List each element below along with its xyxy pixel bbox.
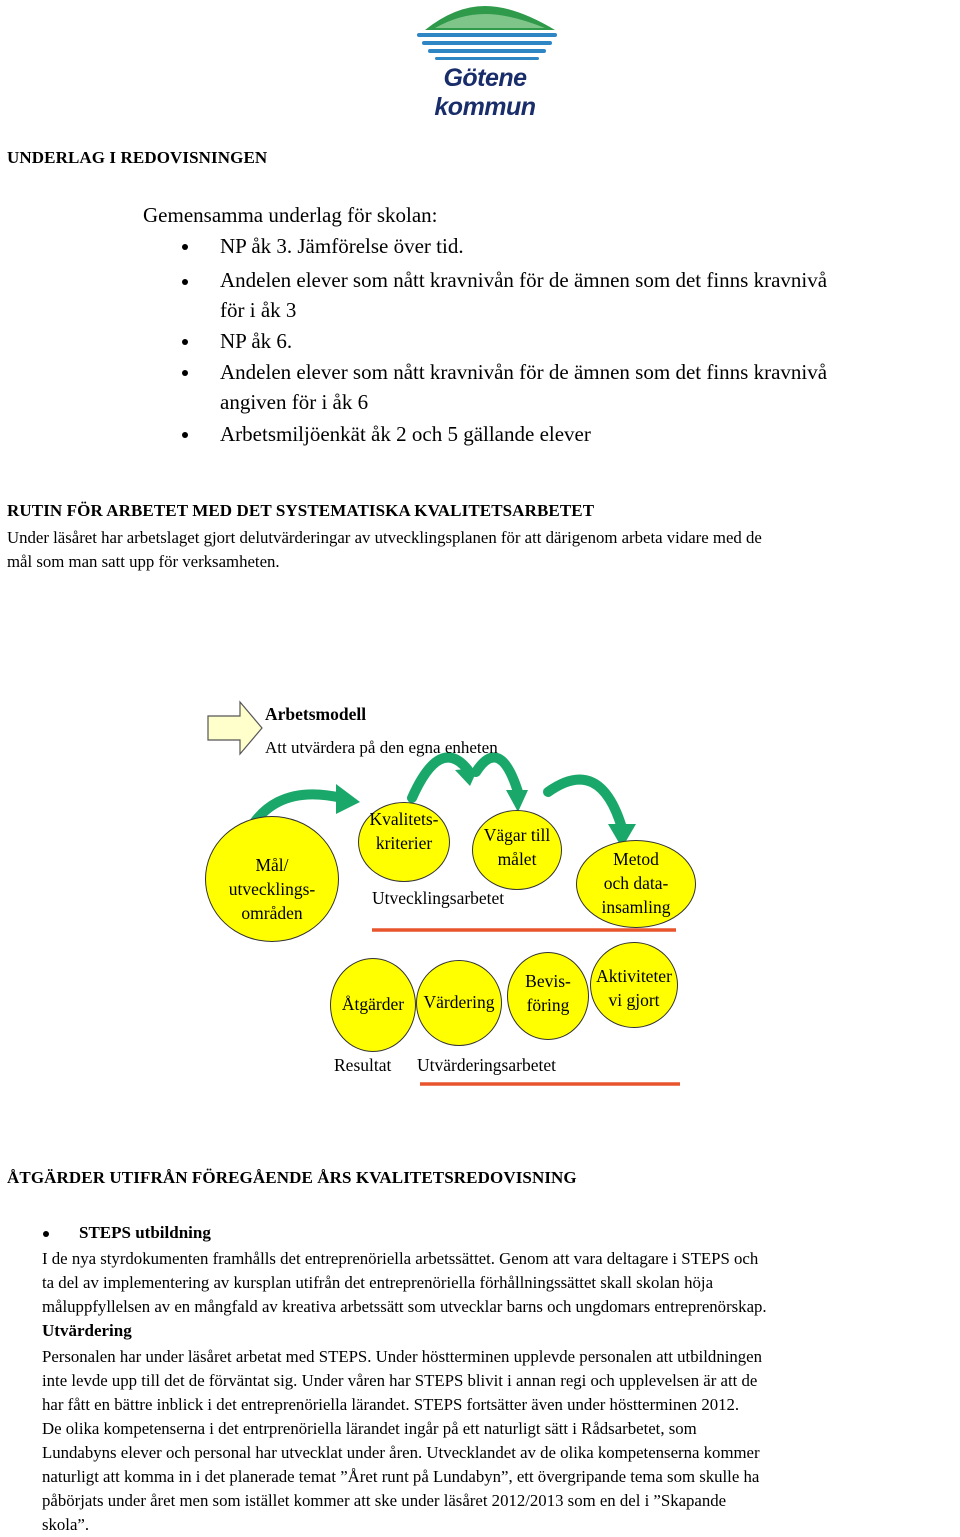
section-heading-underlag: UNDERLAG I REDOVISNINGEN (7, 148, 268, 167)
logo-text: Götene kommun (434, 64, 536, 121)
intro-text: Gemensamma underlag för skolan: (143, 203, 438, 227)
circle-label (473, 823, 561, 871)
label-resultat: Resultat (334, 1055, 392, 1075)
circle-label: Åtgärder (341, 994, 405, 1014)
circle-kvalitetskriterier (358, 802, 450, 882)
section-heading-rutin: RUTIN FÖR ARBETET MED DET SYSTEMATISKA KVALITETSARBETET (7, 501, 595, 520)
circle-aktiviteter (590, 942, 678, 1028)
circle-vardering (416, 960, 502, 1046)
circle-mal-line: Mål/ (255, 855, 289, 875)
utvardering-heading: Utvärdering (42, 1321, 132, 1340)
circle-label (577, 847, 695, 919)
circle-kval-line: kriterier (375, 833, 433, 853)
utvardering-para-line: Lundabyns elever och personal har utvecklat under åren. Utvecklandet av de olika kompetenserna kommer (42, 1443, 760, 1462)
label-utvarderingsarbetet: Utvärderingsarbetet (417, 1055, 556, 1075)
cycle-arrow-icon (548, 780, 622, 828)
utvardering-para-line: påbörjats under året men som istället kommer att ske under läsåret 2012/2013 som en del i ”Skapande (42, 1491, 727, 1510)
bullet-dot (182, 339, 188, 345)
steps-para-line: ta del av implementering av kursplan utifrån det entreprenöriella förhållningssättet skall skolan höja (42, 1273, 714, 1292)
circle-vagar-line: Vägar till (483, 825, 551, 845)
circle-vagar-till-malet (472, 810, 562, 890)
diagram-subtitle: Att utvärdera på den egna enheten (265, 738, 498, 757)
rutin-line-1: Under läsåret har arbetslaget gjort delutvärderingar av utvecklingsplanen för att därigenom arbeta vidare med de (7, 528, 762, 547)
circle-label (508, 969, 588, 1017)
bullet-dot (182, 432, 188, 438)
label-utvecklingsarbetet: Utvecklingsarbetet (372, 888, 505, 908)
circle-metod-datainsamling (576, 840, 696, 928)
circle-label (587, 964, 681, 1012)
utvardering-para-line: naturligt att komma in i det planerade temat ”Året runt på Lundabyn”, ett övergripande tema som skulle ha (42, 1467, 760, 1486)
logo (395, 0, 575, 121)
list-item: Andelen elever som nått kravnivån för de ämnen som det finns kravnivå (220, 268, 828, 292)
circle-metod-line: Metod (613, 849, 659, 869)
steps-para-line: måluppfyllelsen av en mångfald av kreativa arbetssätt som utvecklar barns och ungdomars entreprenörskap. (42, 1297, 767, 1316)
circle-akt-line: Aktiviteter (596, 966, 672, 986)
circle-label (359, 807, 449, 855)
bullet-dot (182, 244, 188, 250)
circle-label (206, 853, 338, 925)
circle-mal-omraden (205, 816, 339, 942)
circle-metod-line: och data- (603, 873, 669, 893)
circle-akt-line: vi gjort (608, 990, 660, 1010)
list-item-cont: för i åk 3 (220, 298, 297, 322)
section-heading-atgarder: ÅTGÄRDER UTIFRÅN FÖREGÅENDE ÅRS KVALITETSREDOVISNING (7, 1168, 577, 1187)
bullet-dot (43, 1231, 49, 1237)
list-item: NP åk 6. (220, 329, 293, 353)
list-item: Arbetsmiljöenkät åk 2 och 5 gällande elever (220, 422, 591, 446)
cycle-arrow-icon (476, 757, 518, 792)
circle-mal-line: utvecklings- (228, 879, 316, 899)
rutin-line-2: mål som man satt upp för verksamheten. (7, 552, 280, 571)
utvardering-para-line: Personalen har under läsåret arbetat med STEPS. Under höstterminen upplevde personalen att utbildningen (42, 1347, 762, 1366)
list-item-cont: angiven för i åk 6 (220, 390, 369, 414)
bullet-dot (182, 370, 188, 376)
cycle-arrow-icon (412, 758, 468, 799)
circle-metod-line: insamling (601, 897, 671, 917)
utvardering-para-line: De olika kompetenserna i det entrprenöriella lärandet ingår på ett naturligt sätt i Rådsarbetet, som (42, 1419, 697, 1438)
bullet-dot (182, 279, 188, 285)
circle-kval-line: Kvalitets- (369, 809, 439, 829)
circle-atgarder (330, 958, 416, 1052)
circle-bevis-line: Bevis- (525, 971, 571, 991)
diagram-arbetsmodell (0, 690, 960, 1100)
diagram-title: Arbetsmodell (265, 704, 367, 724)
block-arrow-icon (208, 702, 262, 754)
circle-label: Värdering (423, 992, 495, 1012)
utvardering-para-line: skola”. (42, 1515, 90, 1534)
list-item: Andelen elever som nått kravnivån för de ämnen som det finns kravnivå (220, 360, 828, 384)
steps-bullet-heading: STEPS utbildning (79, 1223, 211, 1242)
circle-bevisforing (507, 952, 589, 1040)
utvardering-para-line: har fått en bättre inblick i det entreprenöriella lärandet. STEPS fortsätter även under höstterminen 2012. (42, 1395, 740, 1414)
list-item: NP åk 3. Jämförelse över tid. (220, 234, 464, 258)
circle-mal-line: områden (241, 903, 303, 923)
utvardering-para-line: inte levde upp till det de förväntat sig. Under våren har STEPS blivit i annan regi och upplevelsen är att de (42, 1371, 758, 1390)
circle-bevis-line: föring (526, 995, 570, 1015)
steps-para-line: I de nya styrdokumenten framhålls det entreprenöriella arbetssättet. Genom att vara deltagare i STEPS och (42, 1249, 759, 1268)
circle-vagar-line: målet (497, 849, 537, 869)
